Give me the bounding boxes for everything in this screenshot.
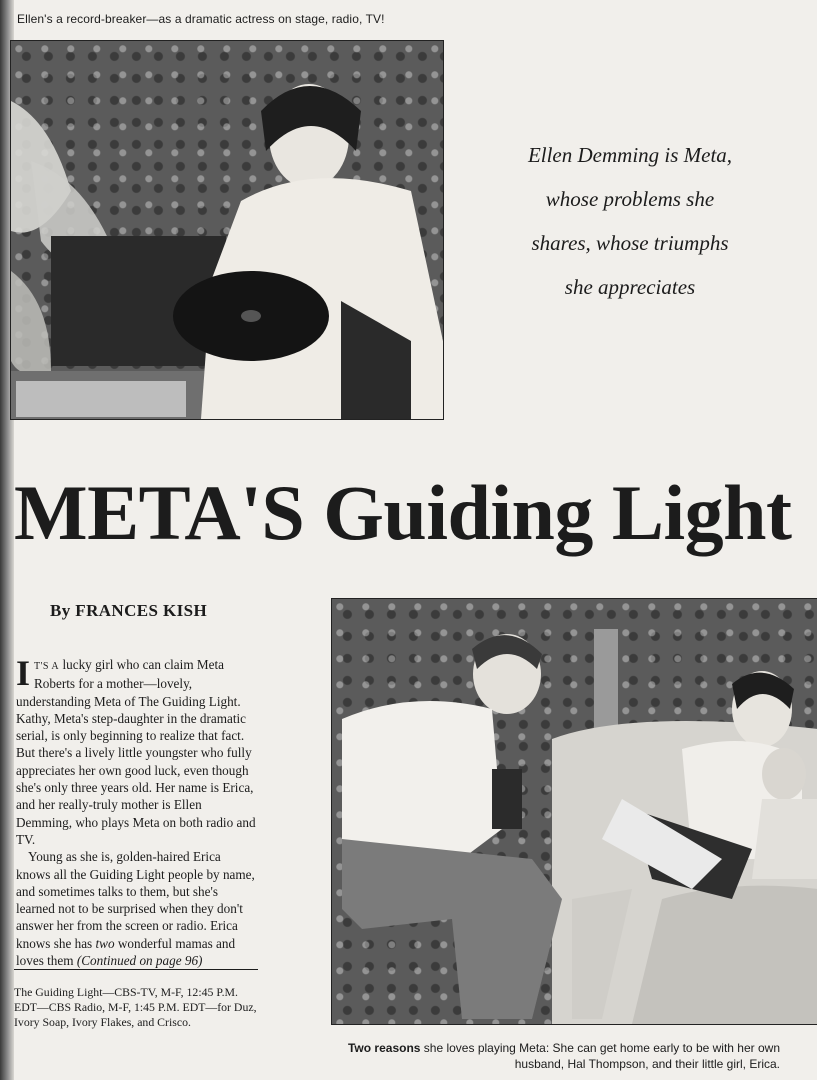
divider-rule xyxy=(14,969,258,970)
deck-line: shares, whose triumphs xyxy=(531,231,729,255)
photo-family-on-sofa xyxy=(331,598,817,1025)
article-body xyxy=(16,653,258,969)
emphasis-two: two xyxy=(95,935,115,951)
paragraph-1-text: lucky girl who can claim Meta Roberts for a mother—lovely, understanding Meta of The Guiding Light. Kathy, Meta's step-daughter in the dramatic serial, is only beginning to realize that fact. But there's a lively little youngster who fully appreciates her own good luck, even though she's only three years old. Her name is Erica, and her really-truly mother is Ellen Demming, who plays Meta on both radio and TV. xyxy=(16,657,256,847)
paragraph-1 xyxy=(16,653,258,848)
photo-ellen-with-record xyxy=(10,40,444,420)
caption-text: she loves playing Meta: She can get home early to be with her own husband, Hal Thompson, and their little girl, Erica. xyxy=(420,1041,780,1071)
bottom-photo-caption xyxy=(320,1040,780,1072)
article-deck xyxy=(495,133,765,309)
deck-line: whose problems she xyxy=(545,187,715,211)
deck-line: Ellen Demming is Meta, xyxy=(527,143,733,167)
paragraph-2 xyxy=(16,848,258,969)
top-photo-caption: Ellen's a record-breaker—as a dramatic actress on stage, radio, TV! xyxy=(17,12,385,26)
deck-line: she appreciates xyxy=(564,275,696,299)
drop-cap: I xyxy=(16,653,31,693)
paragraph-2-text-a: Young as she is, golden-haired Erica knows all the Guiding Light people by name, and sometimes talks to them, but she's learned not to be surprised when they don't answer her from the screen or radio. Erica knows she has xyxy=(16,849,255,951)
lead-in-caps: T'S A xyxy=(34,661,60,672)
paragraph-2-text-b: wonderful mamas and loves them xyxy=(16,935,236,969)
program-credits: The Guiding Light—CBS-TV, M-F, 12:45 P.M. EDT—CBS Radio, M-F, 1:45 P.M. EDT—for Duz, Ivory Soap, Ivory Flakes, and Crisco. xyxy=(14,985,257,1030)
byline: By FRANCES KISH xyxy=(50,601,208,620)
continued-link[interactable]: (Continued on page 96) xyxy=(76,953,203,969)
article-headline: META'S Guiding Light xyxy=(14,469,792,556)
caption-lead: Two reasons xyxy=(347,1041,421,1055)
